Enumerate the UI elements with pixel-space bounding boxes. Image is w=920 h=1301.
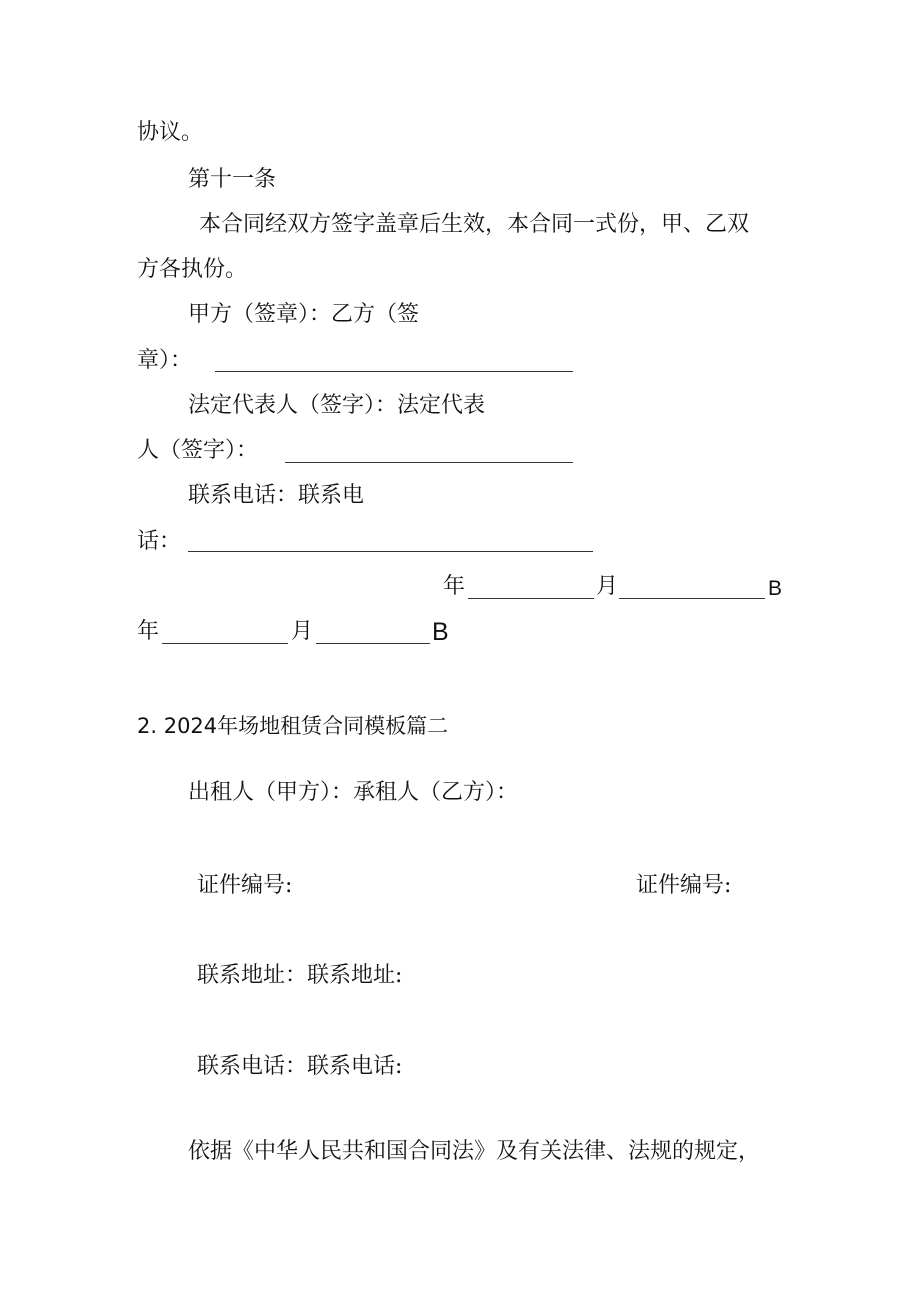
contact-address-line: 联系地址：联系地址:: [197, 963, 403, 988]
party-seal-line1: 甲方（签章）：乙方（签: [188, 302, 420, 327]
date-month-label-1: 月: [596, 574, 619, 599]
year-blank-2: [162, 643, 288, 644]
lessor-lessee-line: 出租人（甲方）：承租人（乙方）：: [188, 780, 519, 805]
article-11-body-line2: 方各执份。: [137, 257, 248, 282]
legal-basis-line: 依据《中华人民共和国合同法》及有关法律、法规的规定，: [188, 1139, 761, 1164]
party-seal-line2: 章）：: [137, 348, 193, 373]
date-year-label-2: 年: [137, 619, 160, 644]
date-year-label-1: 年: [443, 574, 466, 599]
legal-rep-line2: 人（签字）：: [137, 438, 259, 463]
id-number-left: 证件编号:: [197, 873, 293, 898]
legal-rep-line1: 法定代表人（签字）：法定代表: [188, 393, 486, 418]
article-11-heading: 第十一条: [188, 167, 277, 192]
phone-blank-line: [188, 551, 593, 552]
previous-article-tail: 协议。: [137, 120, 204, 145]
section-2-title: 2. 2024年场地租赁合同模板篇二: [137, 714, 449, 738]
date-day-label-1: B: [768, 577, 783, 600]
date-month-label-2: 月: [291, 619, 314, 644]
month-blank-1: [619, 598, 765, 599]
article-11-body-line1: 本合同经双方签字盖章后生效，本合同一式份，甲、乙双: [199, 212, 750, 237]
seal-blank-line: [215, 371, 573, 372]
date-day-label-2: B: [432, 618, 449, 646]
month-blank-2: [316, 643, 430, 644]
legal-rep-blank-line: [285, 462, 573, 463]
id-number-right: 证件编号:: [636, 873, 732, 898]
year-blank-1: [468, 598, 594, 599]
contact-phone-line2: 话：: [137, 529, 182, 554]
contact-phone-line: 联系电话：联系电话:: [197, 1054, 403, 1079]
contact-phone-line1: 联系电话：联系电: [188, 483, 365, 508]
